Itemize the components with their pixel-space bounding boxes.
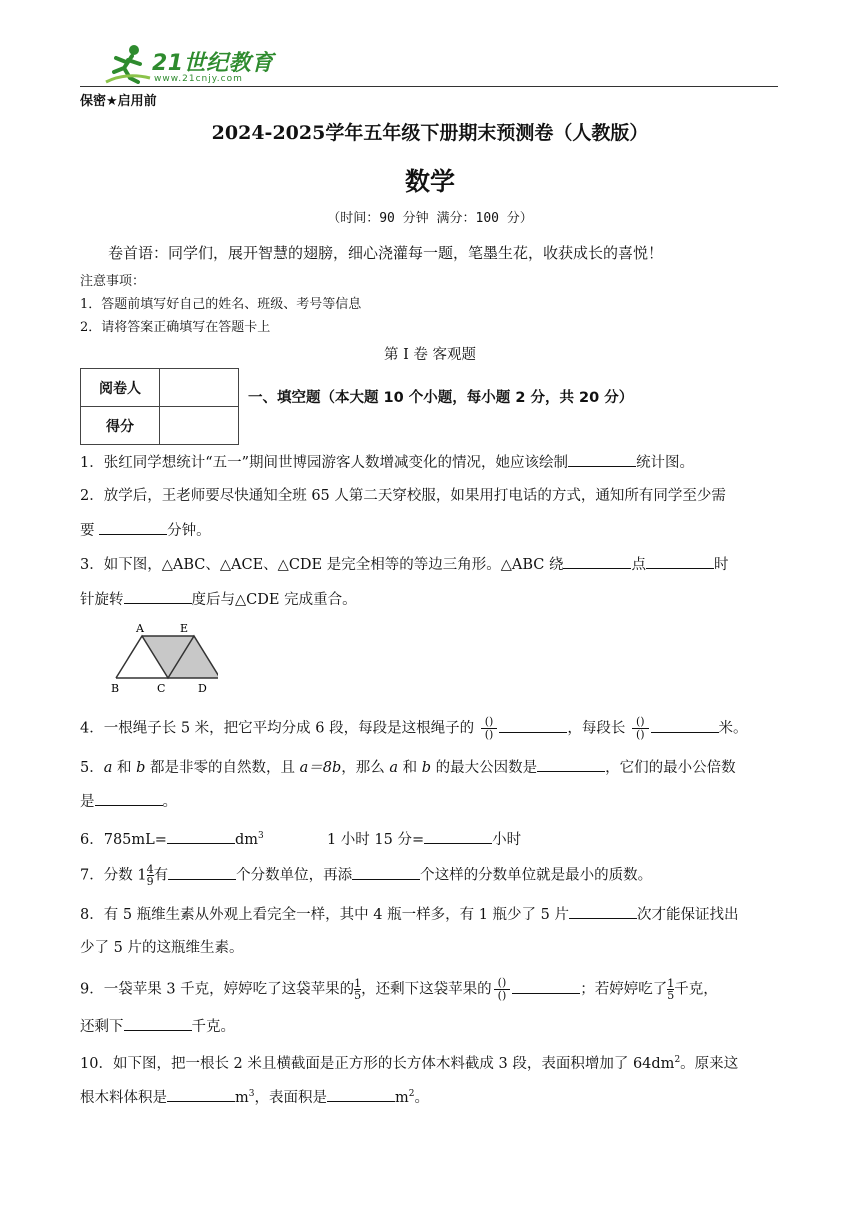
q10-sup: 2 xyxy=(674,1055,681,1065)
q7-den: 9 xyxy=(146,875,154,888)
secret-label: 保密★启用前 xyxy=(80,94,157,109)
q5-and: 和 xyxy=(398,760,422,776)
answer-blank[interactable] xyxy=(167,1087,235,1102)
question-8 xyxy=(80,904,780,925)
answer-blank[interactable] xyxy=(563,554,631,569)
frac-den: () xyxy=(484,728,494,741)
q3-text-clock: 时 xyxy=(713,557,729,573)
question-5 xyxy=(80,757,780,778)
q7-text: 7．分数 xyxy=(80,867,138,884)
logo-text: 21世纪教育 xyxy=(152,51,274,76)
q8-text: 8．有 5 瓶维生素从外观上看完全一样，其中 4 瓶一样多，有 1 瓶少了 5 片 xyxy=(80,907,569,923)
q10-sup2: 2 xyxy=(408,1089,415,1099)
q9-num: 1 xyxy=(354,977,362,990)
reviewer-cell[interactable] xyxy=(160,369,239,407)
question-1 xyxy=(80,452,780,473)
answer-blank[interactable] xyxy=(537,757,605,772)
q4-text-end: 米。 xyxy=(718,720,748,737)
header-rule xyxy=(80,86,778,87)
question-10-line2 xyxy=(80,1084,780,1108)
exam-title: 2024-2025学年五年级下册期末预测卷（人教版） xyxy=(211,122,649,144)
q9-text-end: 千克。 xyxy=(191,1019,235,1035)
q8-text-3: 少了 5 片的这瓶维生素。 xyxy=(80,940,244,956)
reviewer-label: 阅卷人 xyxy=(81,369,160,407)
var-b: b xyxy=(136,760,146,776)
answer-blank[interactable] xyxy=(352,865,420,880)
note-item: 1．答题前填写好自己的姓名、班级、考号等信息 xyxy=(80,297,362,312)
answer-blank[interactable] xyxy=(651,718,719,733)
q5-text-5: 是 xyxy=(80,794,95,810)
q5-text-2: ，那么 xyxy=(341,760,390,776)
q3-text-rotate: 针旋转 xyxy=(80,592,124,608)
answer-blank[interactable] xyxy=(99,520,167,535)
notes-title: 注意事项： xyxy=(80,274,146,289)
q9-den: 5 xyxy=(667,989,675,1002)
q10-text-2: 。原来这 xyxy=(680,1055,739,1072)
score-label: 得分 xyxy=(81,407,160,445)
q2-text-2: 要 xyxy=(80,523,100,539)
note-item: 2．请将答案正确填写在答题卡上 xyxy=(80,320,271,335)
q3-text-end: 度后与△CDE 完成重合。 xyxy=(191,592,357,608)
exam-time-info: （时间：90 分钟 满分：100 分） xyxy=(327,211,533,226)
q7-fraction xyxy=(147,864,154,887)
score-table xyxy=(80,368,239,445)
q4-text: 4．一根绳子长 5 米，把它平均分成 6 段，每段是这根绳子的 xyxy=(80,720,475,737)
part1-title: 一、填空题（本大题 10 个小题，每小题 2 分，共 20 分） xyxy=(248,390,634,406)
q9-text-4: 千克， xyxy=(674,981,718,998)
q9-text-5: 还剩下 xyxy=(80,1019,124,1035)
question-9-line2 xyxy=(80,1016,780,1037)
q10-text-3: 根木料体积是 xyxy=(80,1089,167,1106)
q5-and: 和 xyxy=(112,760,137,776)
logo xyxy=(104,40,274,86)
vertex-e-label: E xyxy=(180,622,189,635)
q10-unit: m xyxy=(235,1089,249,1106)
var-a: a xyxy=(389,760,399,776)
section-title: 第 I 卷 客观题 xyxy=(383,347,477,363)
q10-text: 10．如下图，把一根长 2 米且横截面是正方形的长方体木料截成 3 段，表面积增加了 64dm xyxy=(80,1055,675,1072)
answer-blank[interactable] xyxy=(646,554,714,569)
exam-subject: 数学 xyxy=(404,167,455,196)
question-9 xyxy=(80,977,780,1002)
question-3-line2 xyxy=(80,589,780,610)
fraction-blank[interactable] xyxy=(494,977,511,1002)
q6-sup: 3 xyxy=(257,831,264,841)
triangles-figure xyxy=(108,622,218,698)
logo-url: www.21cnjy.com xyxy=(154,74,243,84)
answer-blank[interactable] xyxy=(95,791,163,806)
q4-text-2: ，每段长 xyxy=(567,720,626,737)
answer-blank[interactable] xyxy=(569,904,637,919)
q7-text-end: 个这样的分数单位就是最小的质数。 xyxy=(420,867,653,884)
q1-text-end: 统计图。 xyxy=(636,455,695,471)
q5-equation: a＝8b xyxy=(299,760,342,776)
question-3 xyxy=(80,554,780,575)
question-5-line2 xyxy=(80,791,780,812)
vertex-b-label: B xyxy=(111,682,120,695)
vertex-d-label: D xyxy=(198,682,207,695)
q10-text-4: ，表面积是 xyxy=(254,1089,327,1106)
question-4 xyxy=(80,716,780,741)
question-8-line2 xyxy=(80,938,780,958)
q2-text: 2．放学后，王老师要尽快通知全班 65 人第二天穿校服，如果用打电话的方式，通知所有同学至少需 xyxy=(80,488,726,504)
q1-text: 1．张红同学想统计“五一”期间世博园游客人数增减变化的情况，她应该绘制 xyxy=(80,455,569,471)
q10-text-end: 。 xyxy=(414,1089,429,1106)
q7-num: 4 xyxy=(146,863,154,876)
fraction-blank[interactable] xyxy=(481,716,498,741)
q8-text-2: 次才能保证找出 xyxy=(637,907,739,923)
q5-text-3: 的最大公因数是 xyxy=(431,760,538,776)
q9-text-2: ，还剩下这袋苹果的 xyxy=(361,981,492,998)
q6-text: 6．785mL= xyxy=(80,831,167,848)
frac-num: () xyxy=(481,716,498,729)
var-b: b xyxy=(421,760,432,776)
var-a: a xyxy=(103,760,113,776)
q5-text-end: 。 xyxy=(162,794,177,810)
q10-unit-2: m xyxy=(394,1089,409,1106)
q6-text-2: 1 小时 15 分= xyxy=(326,831,425,848)
q9-den: 5 xyxy=(354,989,362,1002)
q6-unit-2: 小时 xyxy=(492,831,522,848)
q2-text-end: 分钟。 xyxy=(167,523,211,539)
answer-blank[interactable] xyxy=(168,865,236,880)
q7-text-2: 有 xyxy=(153,867,169,884)
q5-text: 都是非零的自然数，且 xyxy=(145,760,300,776)
frac-den: () xyxy=(497,989,507,1002)
answer-blank[interactable] xyxy=(124,589,192,604)
runner-logo-icon xyxy=(104,42,152,84)
q7-text-3: 个分数单位，再添 xyxy=(236,867,353,884)
q5-text-4: ，它们的最小公倍数 xyxy=(605,760,736,776)
q3-text-point: 点 xyxy=(631,557,646,573)
q10-sup3: 3 xyxy=(248,1089,255,1099)
vertex-c-label: C xyxy=(157,682,166,695)
answer-blank[interactable] xyxy=(499,718,567,733)
answer-blank[interactable] xyxy=(327,1087,395,1102)
question-2-line2 xyxy=(80,520,780,541)
answer-blank[interactable] xyxy=(568,452,636,467)
answer-blank[interactable] xyxy=(512,979,580,994)
question-10 xyxy=(80,1050,780,1074)
q5-num: 5． xyxy=(80,760,104,776)
question-7 xyxy=(80,864,780,887)
frac-num: () xyxy=(632,716,649,729)
exam-preface: 卷首语：同学们，展开智慧的翅膀，细心浇灌每一题，笔墨生花，收获成长的喜悦！ xyxy=(108,244,664,262)
answer-blank[interactable] xyxy=(124,1016,192,1031)
vertex-a-label: A xyxy=(136,622,144,635)
frac-num: () xyxy=(494,977,511,990)
q9-text: 9．一袋苹果 3 千克，婷婷吃了这袋苹果的 xyxy=(80,981,355,998)
q3-text: 3．如下图，△ABC、△ACE、△CDE 是完全相等的等边三角形。△ABC 绕 xyxy=(80,557,564,573)
fraction-blank[interactable] xyxy=(632,716,649,741)
frac-den: () xyxy=(635,728,645,741)
q9-text-3: ；若婷婷吃了 xyxy=(580,981,668,998)
score-cell[interactable] xyxy=(160,407,239,445)
q7-whole: 1 xyxy=(137,867,147,884)
question-6 xyxy=(80,826,780,850)
q9-num: 1 xyxy=(667,977,675,990)
answer-blank[interactable] xyxy=(424,829,492,844)
question-2 xyxy=(80,486,780,506)
answer-blank[interactable] xyxy=(167,829,235,844)
q6-unit: dm xyxy=(234,831,258,848)
